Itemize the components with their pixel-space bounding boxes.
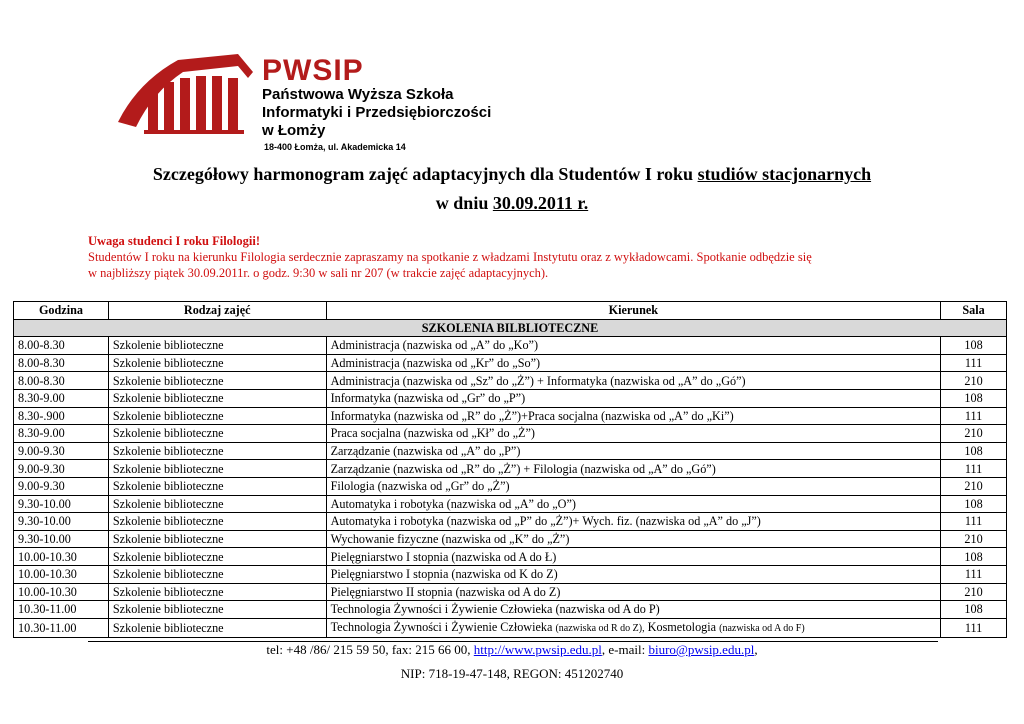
cell-time: 8.00-8.30: [14, 337, 109, 355]
cell-room: 210: [941, 372, 1007, 390]
cell-type: Szkolenie biblioteczne: [108, 407, 326, 425]
cell-course: Praca socjalna (nazwiska od „Kł” do „Ż”): [326, 425, 941, 443]
cell-time: 9.30-10.00: [14, 495, 109, 513]
cell-type: Szkolenie biblioteczne: [108, 530, 326, 548]
cell-room: 210: [941, 583, 1007, 601]
cell-room: 210: [941, 477, 1007, 495]
course-part: Kosmetologia: [647, 619, 717, 634]
cell-type: Szkolenie biblioteczne: [108, 583, 326, 601]
cell-course: Automatyka i robotyka (nazwiska od „P” do „Ż”)+ Wych. fiz. (nazwiska od „A” do „J”): [326, 513, 941, 531]
table-row: [14, 442, 1007, 460]
table-row: [14, 565, 1007, 583]
cell-course: Administracja (nazwiska od „Kr” do „So”): [326, 354, 941, 372]
cell-time: 8.00-8.30: [14, 354, 109, 372]
cell-time: 8.30-9.00: [14, 389, 109, 407]
cell-type: Szkolenie biblioteczne: [108, 548, 326, 566]
section-title: SZKOLENIA BILBLIOTECZNE: [14, 319, 1007, 337]
cell-room: 111: [941, 513, 1007, 531]
cell-time: 8.00-8.30: [14, 372, 109, 390]
cell-time: 9.00-9.30: [14, 460, 109, 478]
footer-email-link[interactable]: biuro@pwsip.edu.pl: [648, 642, 755, 657]
cell-room: 111: [941, 618, 1007, 637]
cell-time: 8.30-.900: [14, 407, 109, 425]
table-row: [14, 548, 1007, 566]
footer-ids: NIP: 718-19-47-148, REGON: 451202740: [400, 666, 624, 681]
table-row: [14, 601, 1007, 619]
date-value: 30.09.2011 r.: [492, 193, 589, 213]
cell-time: 10.00-10.30: [14, 565, 109, 583]
schedule-table: [13, 301, 1007, 638]
brand-line-3: w Łomży: [262, 122, 326, 139]
header-sala: Sala: [941, 302, 1007, 320]
notice: [88, 233, 812, 281]
notice-line-1: Studentów I roku na kierunku Filologia serdecznie zapraszamy na spotkanie z władzami Instytutu oraz z wykładowcami. Spotkanie odbędzie się: [88, 250, 812, 264]
table-row: [14, 583, 1007, 601]
cell-type: Szkolenie biblioteczne: [108, 477, 326, 495]
table-row: [14, 372, 1007, 390]
cell-type: Szkolenie biblioteczne: [108, 442, 326, 460]
cell-room: 108: [941, 495, 1007, 513]
cell-time: 10.30-11.00: [14, 618, 109, 637]
cell-course: Filologia (nazwiska od „Gr” do „Ż”): [326, 477, 941, 495]
cell-time: 9.30-10.00: [14, 530, 109, 548]
brand-line-1: Państwowa Wyższa Szkoła: [262, 86, 454, 103]
address: 18-400 Łomża, ul. Akademicka 14: [264, 142, 406, 152]
brand-line-2: Informatyki i Przedsiębiorczości: [262, 104, 492, 121]
header-godzina: Godzina: [14, 302, 109, 320]
cell-course: Informatyka (nazwiska od „R” do „Ż”)+Praca socjalna (nazwiska od „A” do „Ki”): [326, 407, 941, 425]
cell-room: 108: [941, 548, 1007, 566]
cell-time: 9.00-9.30: [14, 442, 109, 460]
notice-heading: Uwaga studenci I roku Filologii!: [88, 234, 261, 248]
cell-room: 111: [941, 407, 1007, 425]
cell-course: [326, 618, 941, 637]
course-part: (nazwiska od A do F): [719, 622, 805, 634]
footer-email-suffix: ,: [754, 642, 758, 657]
table-header-row: [14, 302, 1007, 320]
brand-name: PWSIP: [262, 54, 364, 87]
cell-course: Administracja (nazwiska od „Sz” do „Ż”) + Informatyka (nazwiska od „A” do „Gó”): [326, 372, 941, 390]
brand-block: [262, 56, 491, 140]
cell-course: Informatyka (nazwiska od „Gr” do „P”): [326, 389, 941, 407]
course-part: (nazwiska od R do Z),: [555, 622, 645, 634]
cell-course: Pielęgniarstwo II stopnia (nazwiska od A do Z): [326, 583, 941, 601]
table-row: [14, 460, 1007, 478]
table-row: [14, 389, 1007, 407]
table-row: [14, 513, 1007, 531]
cell-type: Szkolenie biblioteczne: [108, 354, 326, 372]
table-row: [14, 425, 1007, 443]
cell-course: Automatyka i robotyka (nazwiska od „A” do „O”): [326, 495, 941, 513]
cell-course: Zarządzanie (nazwiska od „A” do „P”): [326, 442, 941, 460]
table-row: [14, 477, 1007, 495]
header-rodzaj: Rodzaj zajęć: [108, 302, 326, 320]
notice-line-2: w najbliższy piątek 30.09.2011r. o godz. 9:30 w sali nr 207 (w trakcie zajęć adaptacyjnych).: [88, 266, 549, 280]
footer-phone: tel: +48 /86/ 215 59 50, fax: 215 66 00,: [266, 642, 474, 657]
cell-room: 108: [941, 337, 1007, 355]
section-row: [14, 319, 1007, 337]
table-row: [14, 495, 1007, 513]
course-part: Technologia Żywności i Żywienie Człowieka: [330, 619, 553, 634]
cell-time: 8.30-9.00: [14, 425, 109, 443]
cell-course: Pielęgniarstwo I stopnia (nazwiska od A do Ł): [326, 548, 941, 566]
cell-course: Wychowanie fizyczne (nazwiska od „K” do „Ż”): [326, 530, 941, 548]
cell-time: 9.30-10.00: [14, 513, 109, 531]
cell-course: Technologia Żywności i Żywienie Człowieka (nazwiska od A do P): [326, 601, 941, 619]
footer-email-prefix: , e-mail:: [601, 642, 649, 657]
cell-type: Szkolenie biblioteczne: [108, 337, 326, 355]
cell-room: 111: [941, 565, 1007, 583]
cell-room: 210: [941, 425, 1007, 443]
table-row: [14, 337, 1007, 355]
cell-type: Szkolenie biblioteczne: [108, 425, 326, 443]
page-title: [0, 164, 1024, 185]
cell-time: 10.30-11.00: [14, 601, 109, 619]
cell-type: Szkolenie biblioteczne: [108, 601, 326, 619]
cell-type: Szkolenie biblioteczne: [108, 495, 326, 513]
cell-course: Pielęgniarstwo I stopnia (nazwiska od K do Z): [326, 565, 941, 583]
table-row: [14, 354, 1007, 372]
cell-room: 111: [941, 460, 1007, 478]
page-date: [0, 193, 1024, 214]
cell-time: 10.00-10.30: [14, 548, 109, 566]
cell-room: 210: [941, 530, 1007, 548]
table-row: [14, 407, 1007, 425]
cell-room: 108: [941, 389, 1007, 407]
table-row: [14, 618, 1007, 637]
pwsip-logo: [108, 42, 258, 142]
cell-type: Szkolenie biblioteczne: [108, 460, 326, 478]
title-underlined: studiów stacjonarnych: [697, 164, 872, 184]
cell-type: Szkolenie biblioteczne: [108, 513, 326, 531]
title-text: Szczegółowy harmonogram zajęć adaptacyjnych dla Studentów I roku: [152, 164, 698, 184]
cell-type: Szkolenie biblioteczne: [108, 618, 326, 637]
cell-type: Szkolenie biblioteczne: [108, 389, 326, 407]
cell-time: 10.00-10.30: [14, 583, 109, 601]
cell-type: Szkolenie biblioteczne: [108, 372, 326, 390]
footer-contact: [0, 642, 1024, 658]
cell-room: 108: [941, 601, 1007, 619]
cell-room: 108: [941, 442, 1007, 460]
cell-course: Zarządzanie (nazwiska od „R” do „Ż”) + Filologia (nazwiska od „A” do „Gó”): [326, 460, 941, 478]
cell-room: 111: [941, 354, 1007, 372]
cell-type: Szkolenie biblioteczne: [108, 565, 326, 583]
cell-course: Administracja (nazwiska od „A” do „Ko”): [326, 337, 941, 355]
date-prefix: w dniu: [435, 193, 493, 213]
footer-url-link[interactable]: http://www.pwsip.edu.pl: [473, 642, 602, 657]
cell-time: 9.00-9.30: [14, 477, 109, 495]
header-kierunek: Kierunek: [326, 302, 941, 320]
table-row: [14, 530, 1007, 548]
